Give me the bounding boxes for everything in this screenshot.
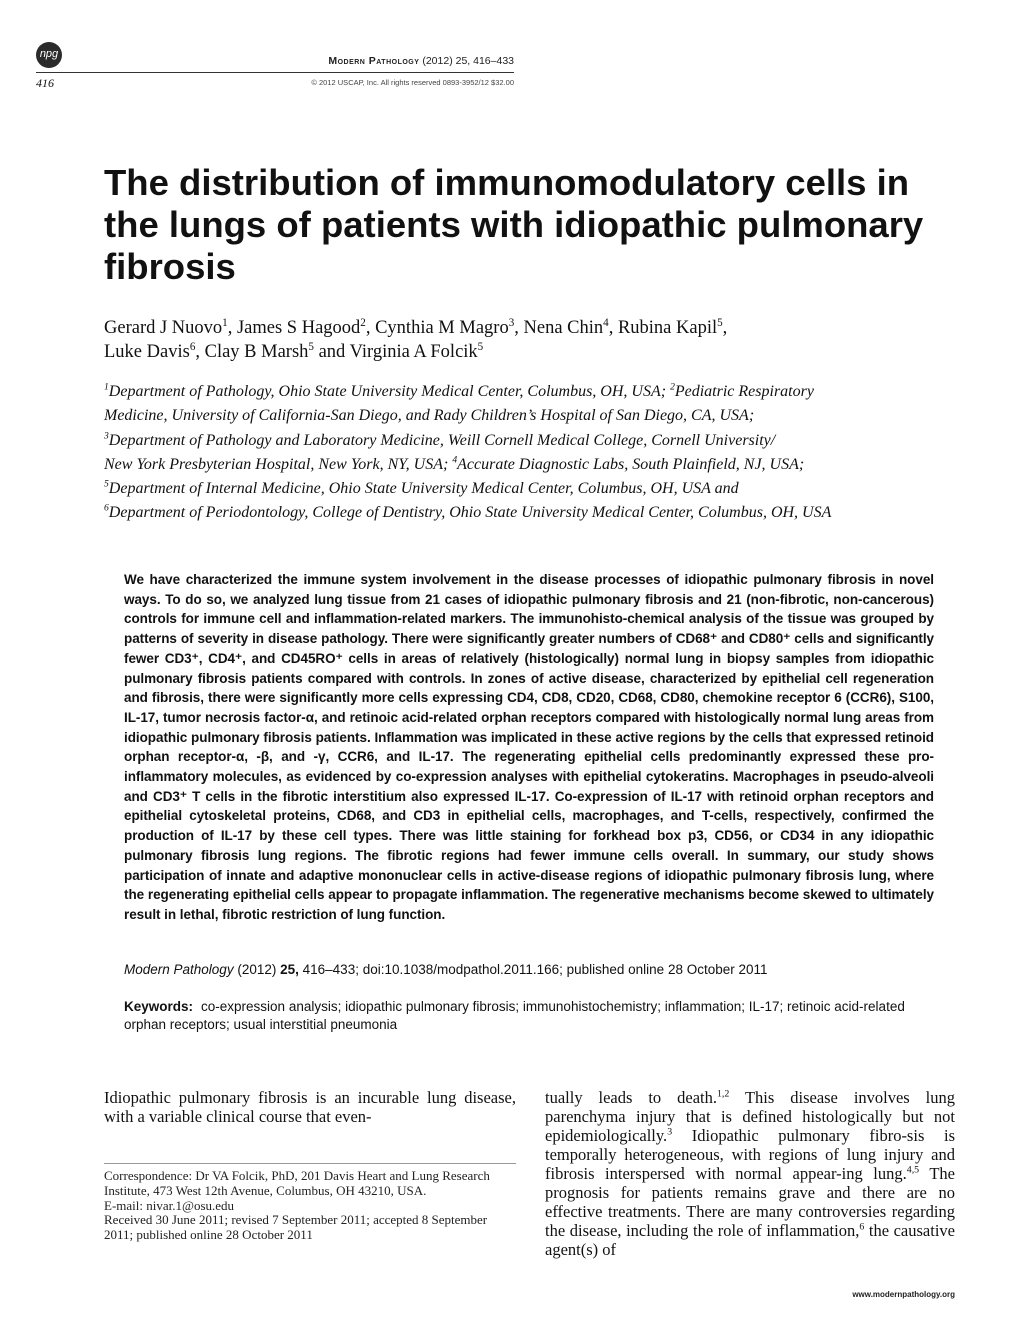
affiliation-line: New York Presbyterian Hospital, New York, NY, USA; $^4$Accurate Diagnostic Labs, South Plainfield, NJ, USA; <box>104 454 805 473</box>
correspondence-footnote <box>104 1169 516 1243</box>
journal-ref: (2012) 25, 416–433 <box>419 55 514 67</box>
citation-line <box>124 961 934 979</box>
keywords-text: co-expression analysis; idiopathic pulmonary fibrosis; immunohistochemistry; inflammation; IL-17; retinoic acid-related orphan receptors; usual interstitial pneumonia <box>124 999 905 1032</box>
author-name: Cynthia M Magro <box>375 318 509 338</box>
correspondence-line: Correspondence: Dr VA Folcik, PhD, 201 Davis Heart and Lung Research Institute, 473 West 12th Avenue, Columbus, OH 43210, USA. <box>104 1168 490 1198</box>
author-name: James S Hagood <box>236 318 361 338</box>
affiliation-line: $^1$Department of Pathology, Ohio State University Medical Center, Columbus, OH, USA; $^2$Pediatric Respiratory <box>104 381 814 400</box>
author-affiliation-mark: 2 <box>360 316 366 329</box>
author-affiliation-mark: 5 <box>308 340 314 353</box>
header-rule <box>36 72 514 73</box>
author-affiliation-mark: 1 <box>222 316 228 329</box>
intro-left-column: Idiopathic pulmonary fibrosis is an incurable lung disease, with a variable clinical course that even- <box>104 1088 516 1126</box>
author-name: Nena Chin <box>523 318 604 338</box>
correspondence-line: Received 30 June 2011; revised 7 September 2011; accepted 8 September 2011; published online 28 October 2011 <box>104 1212 488 1243</box>
author-affiliation-mark: 5 <box>477 340 484 353</box>
affiliation-line: $^5$Department of Internal Medicine, Ohio State University Medical Center, Columbus, OH, USA and <box>104 478 739 498</box>
journal-citation-header <box>0 55 514 67</box>
author-name: Rubina Kapil <box>617 318 718 338</box>
citation-rest: 416–433; doi:10.1038/modpathol.2011.166; published online 28 October 2011 <box>298 962 768 977</box>
author-affiliation-mark: 6 <box>189 340 196 353</box>
author-list: Gerard J Nuovo$^1$, James S Hagood$^2$, Cynthia M Magro$^3$, Nena Chin$^4$, Rubina Kapil$^5$, Luke Davis$^6$, Clay B Marsh$^5$ and Virginia A Folcik$^5$ <box>104 316 728 362</box>
footnote-rule <box>104 1163 516 1164</box>
npg-logo: npg <box>36 42 62 68</box>
author-name: Gerard J Nuovo <box>104 318 223 338</box>
author-name: Luke Davis <box>104 342 190 362</box>
page-number: 416 <box>36 76 54 90</box>
correspondence-email[interactable]: E-mail: nivar.1@osu.edu <box>104 1197 235 1213</box>
footer-url[interactable]: www.modernpathology.org <box>852 1290 955 1299</box>
affiliation-line: Medicine, University of California-San Diego, and Rady Children’s Hospital of San Diego, CA, USA; <box>104 407 755 425</box>
journal-name: Modern Pathology <box>328 55 420 67</box>
affiliation-line: $^3$Department of Pathology and Laboratory Medicine, Weill Cornell Medical College, Cornell University/ <box>104 430 776 449</box>
author-affiliation-mark: 5 <box>717 316 723 329</box>
intro-right-column: tually leads to death.$^{1,2}$ This disease involves lung parenchyma injury that is defined histologically but not epidemiologically.$^3$ Idiopathic pulmonary fibro-sis is temporally heterogeneous, with regions of lung injury and fibrosis interspersed with normal appear-ing lung.$^{4,5}$ The prognosis for patients remains grave and there are no effective treatments. There are many controversies regarding the disease, including the role of inflammation,$^6$ the causative agent(s) of <box>545 1088 956 1259</box>
citation-volume: 25, <box>280 962 299 977</box>
article-title: The distribution of immunomodulatory cells in the lungs of patients with idiopathic pulmonary fibrosis <box>104 162 924 287</box>
author-name: Virginia A Folcik <box>349 342 478 362</box>
affiliation-line: $^6$Department of Periodontology, College of Dentistry, Ohio State University Medical Center, Columbus, OH, USA <box>104 503 832 522</box>
copyright-line: © 2012 USCAP, Inc. All rights reserved 0893-3952/12 $32.00 <box>311 78 514 87</box>
author-affiliation-mark: 3 <box>508 316 515 329</box>
citation-year: (2012) <box>233 962 281 977</box>
author-affiliation-mark: 4 <box>603 316 609 329</box>
citation-journal: Modern Pathology <box>124 962 234 977</box>
affiliations <box>104 380 974 526</box>
keywords <box>124 998 934 1034</box>
author-name: Clay B Marsh <box>204 342 309 362</box>
abstract: We have characterized the immune system involvement in the disease processes of idiopathic pulmonary fibrosis in novel ways. To do so, we analyzed lung tissue from 21 cases of idiopathic pulmonary fibrosis and 21 (non-fibrotic, non-cancerous) controls for immune cell and inflammation-related markers. The immunohisto-chemical analysis of the tissue was grouped by patterns of severity in disease pathology. There were significantly greater numbers of CD68⁺ and CD80⁺ cells and significantly fewer CD3⁺, CD4⁺, and CD45RO⁺ cells in areas of relatively (histologically) normal lung in biopsy samples from idiopathic pulmonary fibrosis patients compared with controls. In zones of active disease, characterized by epithelial cell regeneration and fibrosis, there were significantly more cells expressing CD4, CD8, CD20, CD68, CD80, chemokine receptor 6 (CCR6), S100, IL-17, tumor necrosis factor-α, and retinoic acid-related orphan receptors compared with histologically normal lung areas from idiopathic pulmonary fibrosis patients. Inflammation was implicated in these active regions by the cells that expressed retinoid orphan receptor-α, -β, and -γ, CCR6, and IL-17. The regenerating epithelial cells predominantly expressed these pro-inflammatory molecules, as evidenced by co-expression analyses with epithelial cytokeratins. Macrophages in pseudo-alveoli and CD3⁺ T cells in the fibrotic interstitium also expressed IL-17. Co-expression of IL-17 with retinoid orphan receptors and epithelial cytoskeletal proteins, CD68, and CD3 in epithelial cells, macrophages, and T-cells, respectively, confirmed the production of IL-17 by these cell types. There was little staining for forkhead box p3, CD56, or CD34 in any idiopathic pulmonary fibrosis lung regions. The fibrotic regions had fewer immune cells overall. In summary, our study shows participation of innate and adaptive mononuclear cells in active-disease regions of idiopathic pulmonary fibrosis lung, where the regenerating epithelial cells appear to propagate inflammation. The regenerative mechanisms become skewed to ultimately result in lethal, fibrotic restriction of lung function. <box>124 572 934 922</box>
keywords-label: Keywords: <box>124 999 194 1014</box>
